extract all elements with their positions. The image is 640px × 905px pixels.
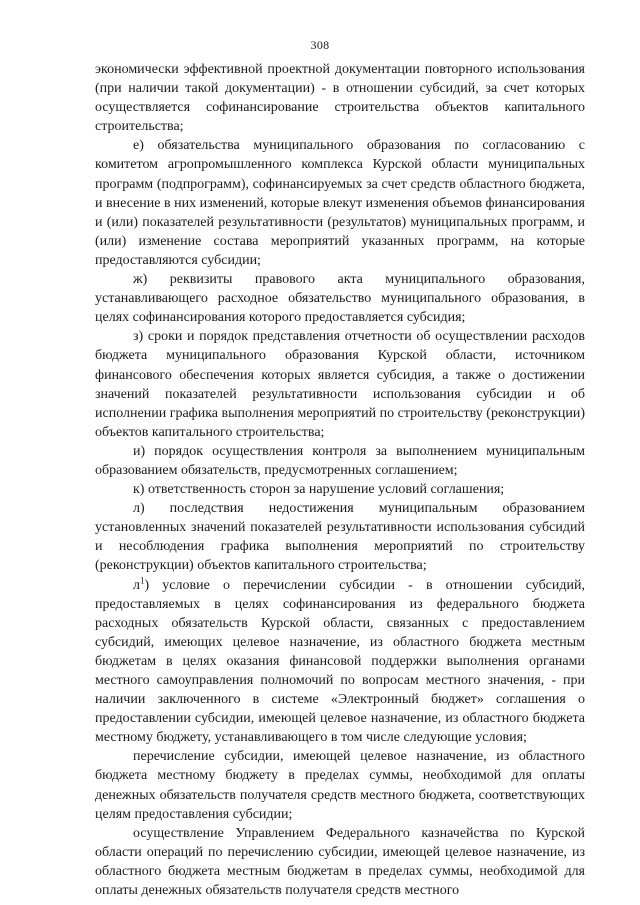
document-body	[95, 60, 585, 900]
paragraph-condition-treasury: осуществление Управлением Федерального казначейства по Курской области операций по перечислению субсидии, имеющей целевое назначение, из областного бюджета местным бюджетам в пределах суммы, необходимой для оплаты денежных обязательств получателя средств местного	[95, 825, 585, 899]
paragraph-item-e: е) обязательства муниципального образования по согласованию с комитетом агропромышленного комплекса Курской области муниципальных программ (подпрограмм), софинансируемых за счет средств областного бюджета, и внесение в них изменений, которые влекут изменения объемов финансирования и (или) показателей результативности (результатов) муниципальных программ, и (или) изменение состава мероприятий указанных программ, на которые предоставляются субсидии;	[95, 138, 585, 268]
paragraph-item-k: к) ответственность сторон за нарушение условий соглашения;	[133, 482, 505, 498]
paragraph-item-l: л) последствия недостижения муниципальным образованием установленных значений показателей результативности использования субсидий и несоблюдения графика выполнения мероприятий по строительству (реконструкции) объектов капитального строительства;	[95, 501, 585, 574]
paragraph-item-zh: ж) реквизиты правового акта муниципального образования, устанавливающего расходное обязательство муниципального образования, в целях софинансирования которого предоставляется субсидия;	[95, 272, 585, 326]
page-number: 308	[310, 38, 330, 52]
item-l1-text: ) условие о перечислении субсидии - в отношении субсидий, предоставляемых в целях софинансирования из федерального бюджета расходных обязательств Курской области, связанных с предоставлением субсидий, имеющих целевое назначение, из областного бюджета местным бюджетам в целях оказания финансовой поддержки выполнения органами местного самоуправления полномочий по вопросам местного значения, - при наличии заключенного в системе «Электронный бюджет» соглашения о предоставлении субсидии, имеющей целевое назначение, из областного бюджета местному бюджету, устанавливающего в том числе следующие условия;	[95, 577, 585, 746]
item-l1-superscript: 1	[140, 574, 145, 585]
paragraph-item-i: и) порядок осуществления контроля за выполнением муниципальным образованием обязательств, предусмотренных соглашением;	[95, 443, 585, 478]
paragraph-item-z: з) сроки и порядок представления отчетности об осуществлении расходов бюджета муниципального образования Курской области, источником финансового обеспечения которых является субсидия, а также о достижении значений показателей результативности использования субсидии и об исполнении графика выполнения мероприятий по строительству (реконструкции) объектов капитального строительства;	[95, 329, 585, 440]
item-l1-letter: л	[133, 577, 140, 593]
paragraph-item-l1	[95, 576, 585, 748]
paragraph-continuation: экономически эффективной проектной документации повторного использования (при наличии такой документации) - в отношении субсидий, за счет которых осуществляется софинансирование строительства объектов капитального строительства;	[95, 62, 585, 135]
paragraph-condition-transfer: перечисление субсидии, имеющей целевое назначение, из областного бюджета местному бюджету в пределах суммы, необходимой для оплаты денежных обязательств получателя средств местного бюджета, соответствующих целям предоставления субсидии;	[95, 749, 585, 822]
